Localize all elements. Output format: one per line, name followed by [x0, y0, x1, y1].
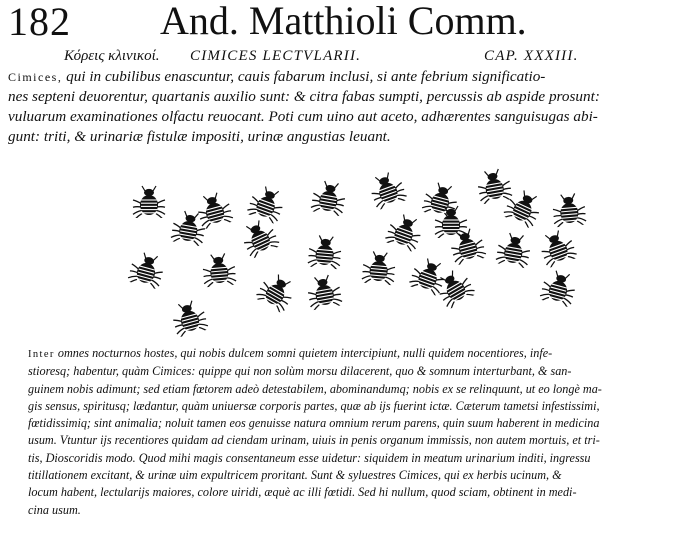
page-number: 182: [8, 0, 71, 44]
bedbug-icon: [533, 225, 580, 270]
chapter-heading: [64, 46, 644, 66]
bedbug-icon: [536, 266, 582, 309]
bedbug-icon: [166, 296, 212, 339]
greek-name: Κόρεις κλινικοί.: [64, 48, 160, 64]
bedbug-icon: [307, 177, 350, 217]
bedbug-icon: [130, 184, 168, 218]
chapter-number: CAP. XXXIII.: [484, 48, 579, 64]
bedbug-icon: [252, 267, 302, 315]
text-line: Cimices, qui in cubilibus enascuntur, cauis fabarum inclusi, si ante febrium significatio-: [8, 68, 546, 85]
text-line: nes septeni deuorentur, quartanis auxilio sunt: & citra fabas sumpti, percussis ab aspide prosunt:: [8, 88, 600, 105]
text-line: gunt: triti, & urinariæ fistulæ impositi, urinæ angustias leuant.: [8, 128, 391, 145]
text-line: fœtidissimiq; sint animalia; noluit tamen eos genuisse natura omnium rerum parens, quin suum haberent in medicina: [28, 416, 600, 431]
text-line: usum. Vtuntur ijs recentiores quidam ad ciendam urinam, uiuis in penis organum immissis, non autem mortuis, et tri-: [28, 433, 600, 448]
bedbug-icon: [359, 248, 400, 285]
bedbug-icon: [199, 250, 240, 287]
text-line: vuluarum examinationes olfactu reuocant. Poti cum uino aut aceto, adhærentes sanguisugas abi-: [8, 108, 598, 125]
commentary-paragraph: [28, 345, 673, 519]
bedbug-icon: [492, 229, 535, 269]
text-line: Inter omnes nocturnos hostes, qui nobis dulcem somni quietem intercipiunt, nulli quidem nocentiores, infe-: [28, 346, 553, 360]
bedbug-icon: [381, 209, 428, 254]
text-line: titillationem excitant, & urinæ uim expultricem proritant. Sunt & syluestres Cimices, qui ex herbis ucinum, &: [28, 468, 562, 483]
bedbug-icon: [302, 271, 345, 311]
lead-word: Cimices,: [8, 70, 63, 84]
text-line: gis sensus, spiritusq; lædantur, quàm uniuersæ corporis partes, quæ ab ijs fuerint ictæ. Cæterum tametsi infestissimi,: [28, 398, 600, 413]
dioscorides-paragraph: [8, 67, 668, 147]
bedbug-icon: [305, 232, 346, 269]
bedbug-icon: [167, 207, 210, 247]
text-line: guinem nobis adimunt; sed etiam fœtorem adeò detestabilem, abominandumq; nobis ex se relinquunt, ut eo longè ma-: [28, 381, 602, 396]
bedbug-icon: [363, 167, 410, 212]
text-line: locum habent, lectularijs maiores, colore uiridi, æquè ac illi fœtidi. Sed hi nullum, quod sciam, obtinent in medi-: [28, 485, 577, 500]
bedbug-icon: [549, 190, 590, 227]
running-head: And. Matthioli Comm.: [160, 0, 527, 43]
text-line: tis, Dioscoridis modo. Quod mihi magis consentaneum esse uidetur: siquidem in meatum urinarium inditi, ingressu: [28, 450, 591, 465]
lead-word: Inter: [28, 349, 55, 360]
bedbug-icon: [124, 248, 170, 291]
bedbug-illustration: [110, 162, 610, 347]
text-line: cina usum.: [28, 502, 81, 517]
text-line: stioresq; habentur, quàm Cimices: quippe qui non solùm morsu dilacerent, quo & somnum interturbant, & san-: [28, 364, 572, 379]
chapter-title: CIMICES LECTVLARII.: [190, 48, 362, 64]
